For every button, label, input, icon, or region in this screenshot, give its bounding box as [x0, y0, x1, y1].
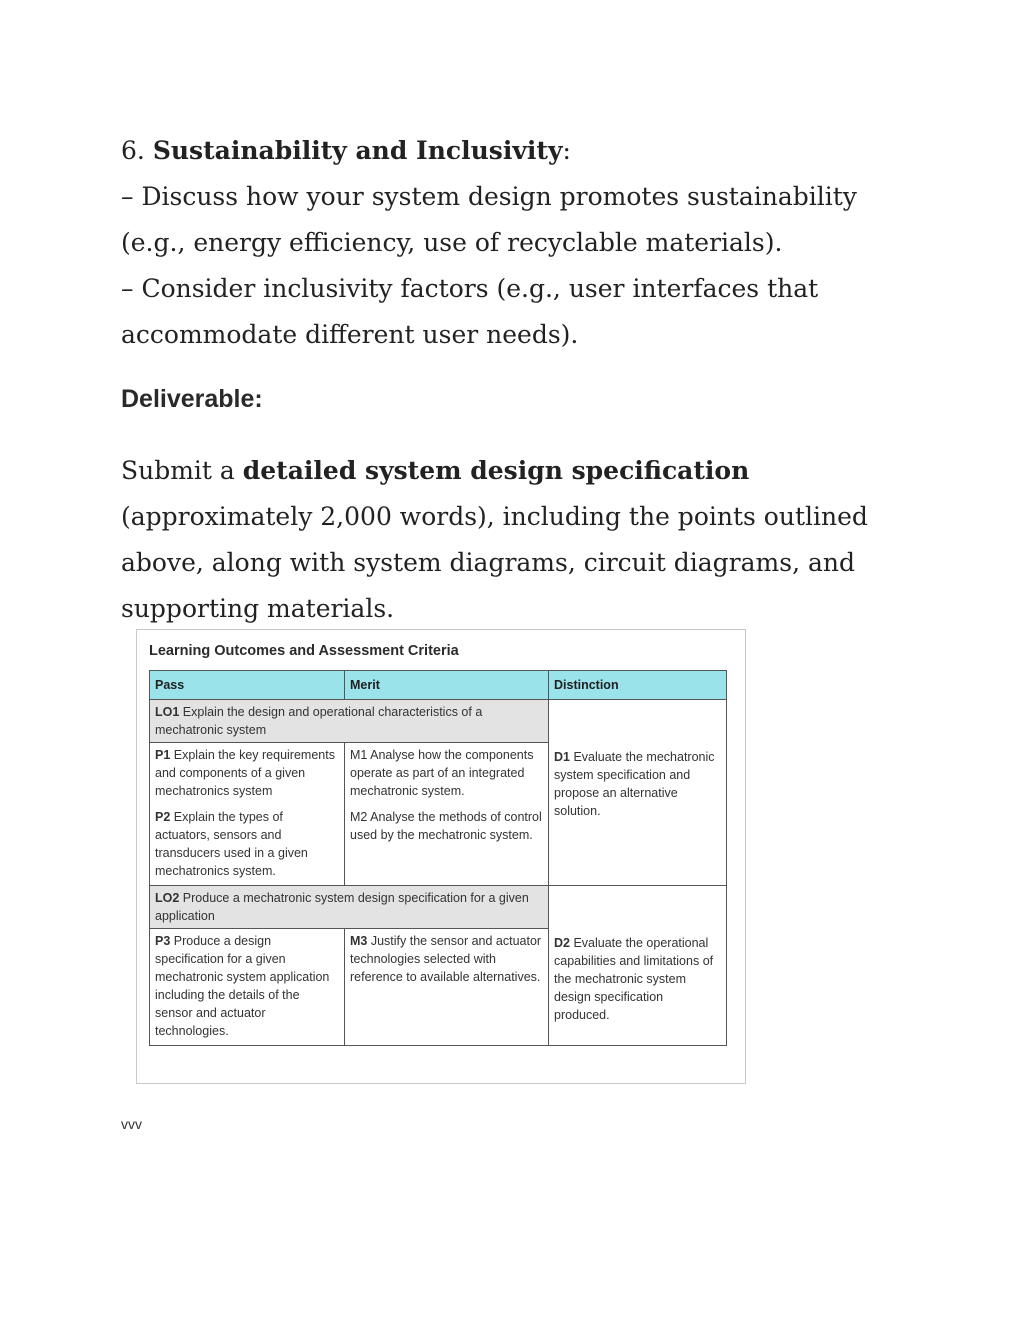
header-merit: Merit [345, 671, 549, 700]
lo1-code: LO1 [155, 705, 180, 719]
assessment-criteria-table [149, 670, 727, 1046]
lo1-row [150, 700, 727, 743]
m3-text: Justify the sensor and actuator technologies selected with reference to available alternatives. [350, 934, 542, 984]
d1-cell [549, 700, 727, 886]
deliverable-intro: Submit a [121, 456, 243, 485]
p1-criterion [155, 746, 339, 800]
d2-text: Evaluate the operational capabilities and limitations of the mechatronic system design specification produced. [554, 936, 714, 1022]
deliverable-rest: (approximately 2,000 words), including the points outlined above, along with system diagrams, circuit diagrams, and supporting materials. [121, 502, 868, 623]
section-heading [121, 128, 881, 174]
lo1-pass-cell [150, 743, 345, 886]
header-distinction: Distinction [549, 671, 727, 700]
p1-code: P1 [155, 748, 171, 762]
inclusivity-bullet: – Consider inclusivity factors (e.g., user interfaces that accommodate different user needs). [121, 274, 819, 349]
p1-text: Explain the key requirements and components of a given mechatronics system [155, 748, 335, 798]
p3-code: P3 [155, 934, 171, 948]
lo2-merit-cell [345, 929, 549, 1046]
m1-criterion: M1 Analyse how the components operate as part of an integrated mechatronic system. [350, 748, 534, 798]
d2-cell [549, 886, 727, 1046]
deliverable-heading: Deliverable: [121, 385, 263, 413]
p2-text: Explain the types of actuators, sensors and transducers used in a given mechatronics system. [155, 810, 308, 878]
lo1-text: Explain the design and operational characteristics of a mechatronic system [155, 705, 483, 737]
section-title-colon: : [562, 136, 571, 165]
header-pass: Pass [150, 671, 345, 700]
m3-criterion [350, 932, 543, 986]
p3-text: Produce a design specification for a given mechatronic system application including the details of the sensor and actuator technologies. [155, 934, 330, 1038]
lo1-cell [150, 700, 549, 743]
d2-code: D2 [554, 936, 570, 950]
table-header-row [150, 671, 727, 700]
p3-criterion [155, 932, 339, 1040]
lo2-row [150, 886, 727, 929]
m3-code: M3 [350, 934, 368, 948]
footer-text: vvv [121, 1116, 142, 1132]
deliverable-paragraph [121, 448, 881, 632]
lo2-code: LO2 [155, 891, 180, 905]
document-body [121, 128, 881, 632]
m2-criterion: M2 Analyse the methods of control used by the mechatronic system. [350, 810, 542, 842]
assessment-criteria-figure [136, 629, 746, 1084]
lo2-pass-cell [150, 929, 345, 1046]
figure-title: Learning Outcomes and Assessment Criteria [149, 643, 459, 659]
lo2-text: Produce a mechatronic system design specification for a given application [155, 891, 529, 923]
sustainability-bullet: – Discuss how your system design promotes sustainability (e.g., energy efficiency, use of recyclable materials). [121, 182, 857, 257]
deliverable-bold-text: detailed system design specification [242, 456, 750, 485]
lo2-cell [150, 886, 549, 929]
p2-criterion [155, 808, 339, 880]
lo1-merit-cell [345, 743, 549, 886]
p2-code: P2 [155, 810, 171, 824]
section-number: 6. [121, 136, 145, 165]
d1-code: D1 [554, 750, 570, 764]
d1-text: Evaluate the mechatronic system specification and propose an alternative solution. [554, 750, 715, 818]
section-title: Sustainability and Inclusivity [152, 136, 563, 165]
